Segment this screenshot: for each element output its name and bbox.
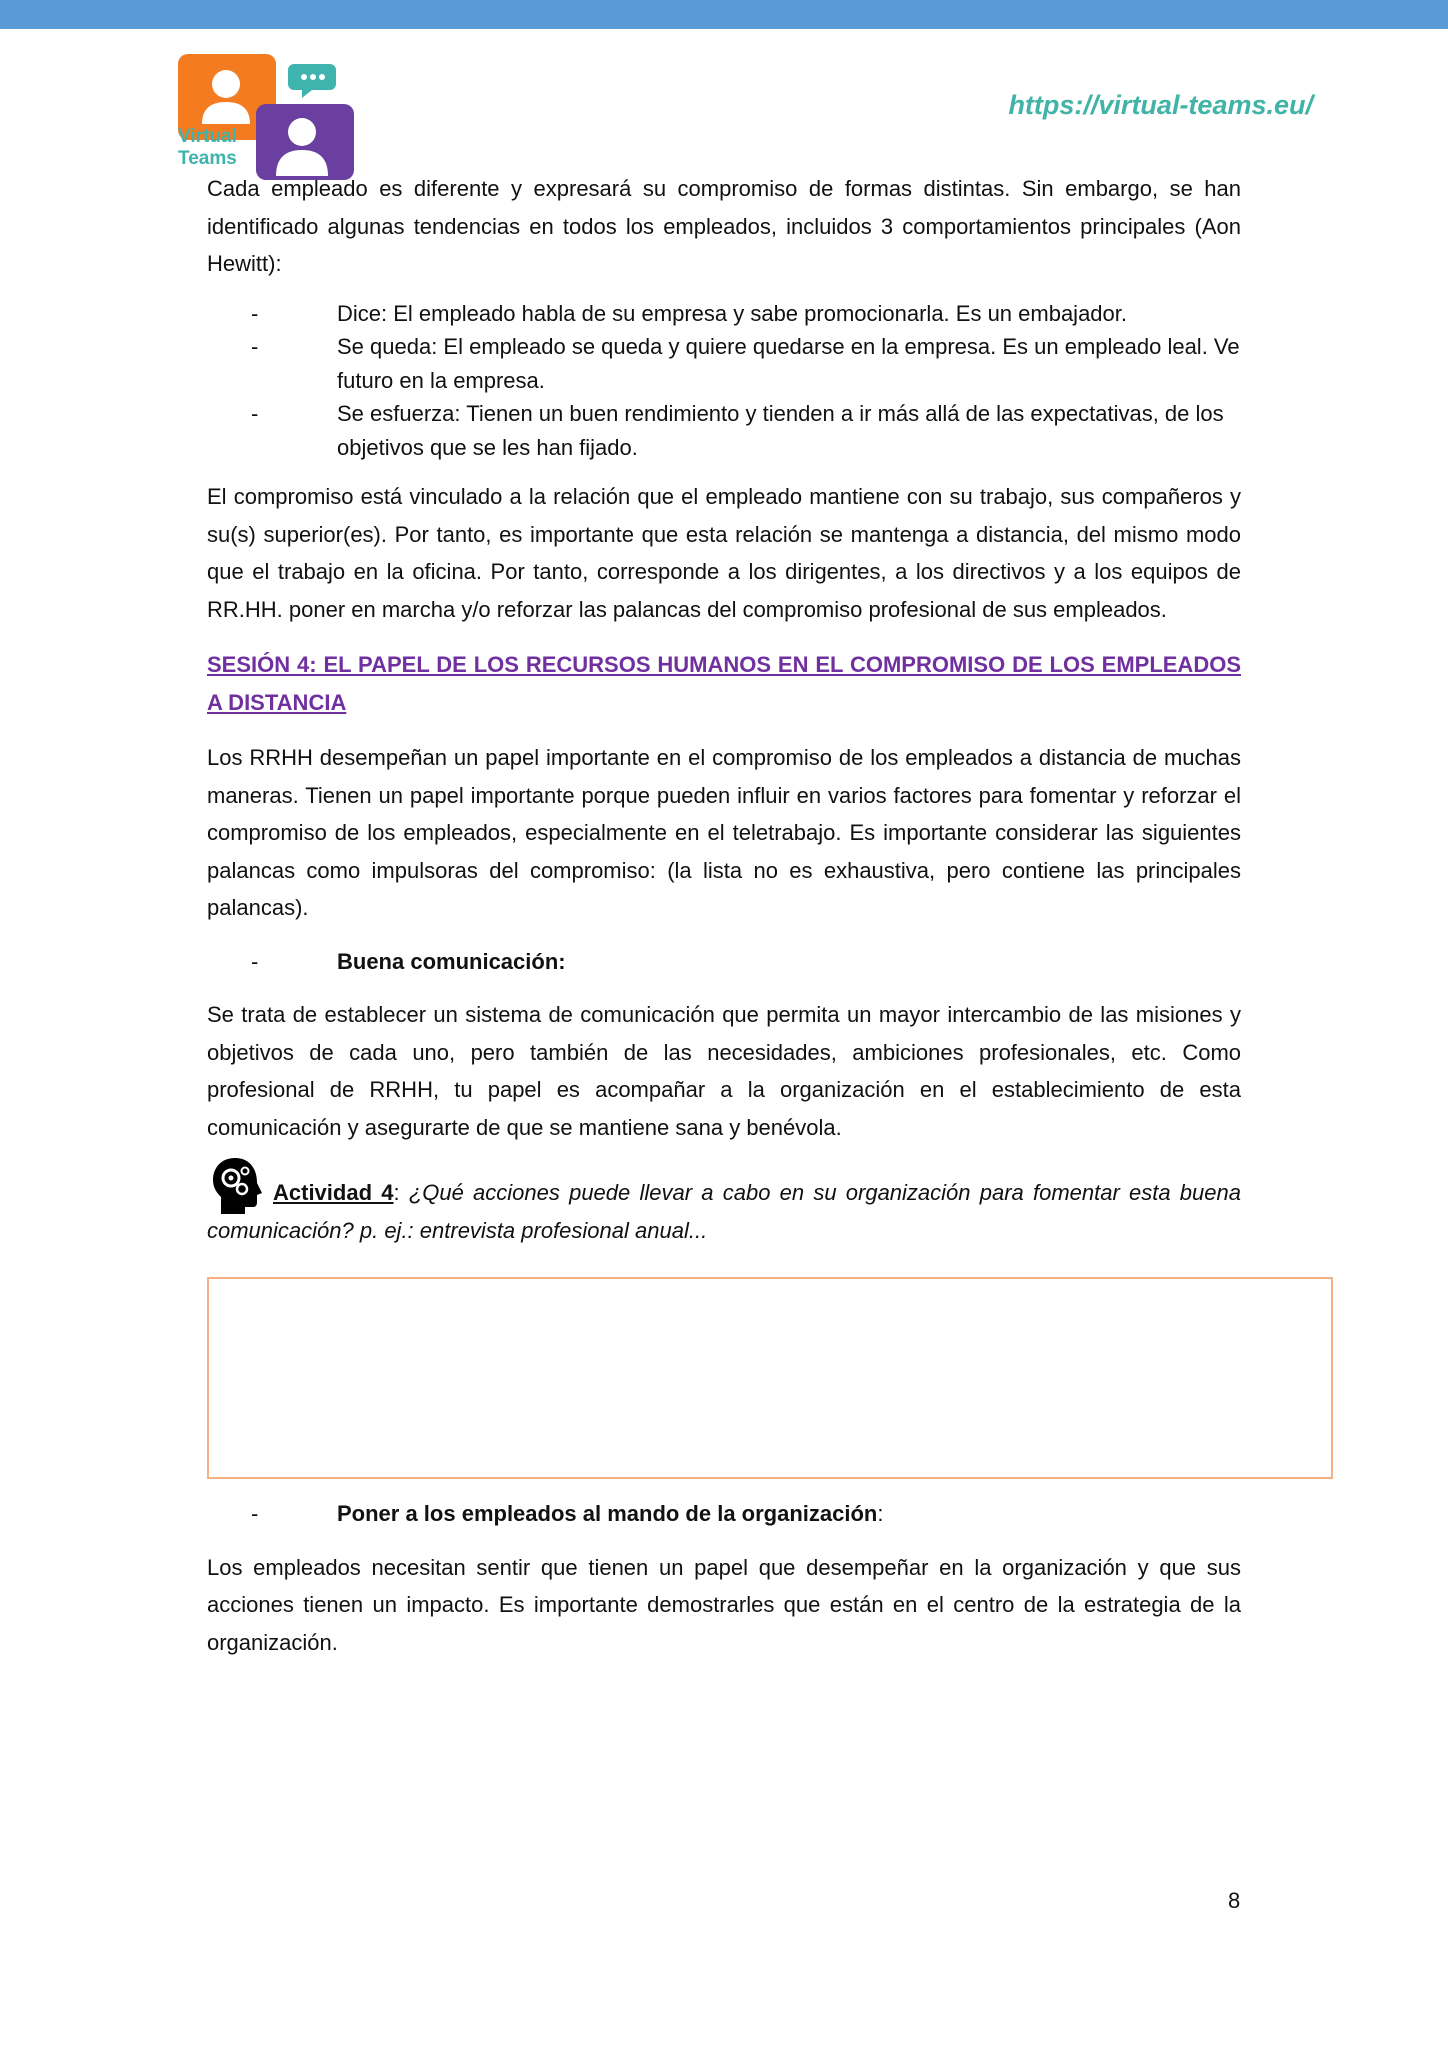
session-heading: SESIÓN 4: EL PAPEL DE LOS RECURSOS HUMANOS EN EL COMPROMISO DE LOS EMPLEADOS A DISTANCIA — [207, 652, 1241, 715]
engagement-paragraph: El compromiso está vinculado a la relación que el empleado mantiene con su trabajo, sus compañeros y su(s) superior(es). Por tanto, es importante que esta relación se mantenga a distancia, del mismo modo que el trabajo en la oficina. Por tanto, corresponde a los dirigentes, a los directivos y a los equipos de RR.HH. poner en marcha y/o reforzar las palancas del compromiso profesional de sus empleados. — [207, 484, 1241, 622]
list-item — [207, 397, 1241, 464]
head-gears-icon — [211, 1156, 265, 1216]
activity-separator: : — [393, 1180, 409, 1205]
document-body — [207, 170, 1241, 1661]
list-item-text: Se esfuerza: Tienen un buen rendimiento y tienden a ir más allá de las expectativas, de los objetivos que se les han fijado. — [337, 401, 1224, 460]
list-item — [207, 297, 1241, 331]
communication-paragraph: Se trata de establecer un sistema de comunicación que permita un mayor intercambio de las misiones y objetivos de cada uno, pero también de las necesidades, ambiciones profesionales, etc. Como profesional de RRHH, tu papel es acompañar a la organización en el establecimiento de esta comunicación y asegurarte de que se mantiene sana y benévola. — [207, 1002, 1241, 1140]
answer-box[interactable] — [207, 1277, 1333, 1479]
lever-good-communication — [207, 943, 1241, 981]
list-item — [207, 330, 1241, 397]
lever-title: Buena comunicación: — [337, 948, 566, 974]
list-dash: - — [251, 334, 259, 359]
list-dash: - — [251, 1501, 259, 1526]
logo-text-line2: Teams — [178, 148, 237, 169]
lever-title: Poner a los empleados al mando de la organización — [337, 1501, 878, 1526]
list-dash: - — [251, 300, 259, 326]
page-number: 8 — [1228, 1888, 1241, 1913]
list-item-text: Se queda: El empleado se queda y quiere quedarse en la empresa. Es un empleado leal. Ve futuro en la empresa. — [337, 334, 1240, 393]
logo-text — [178, 126, 237, 170]
activity-block — [207, 1174, 1241, 1249]
list-dash: - — [251, 401, 259, 426]
logo-text-line1: Virtual — [178, 126, 237, 147]
rrhh-paragraph: Los RRHH desempeñan un papel importante en el compromiso de los empleados a distancia de muchas maneras. Tienen un papel importante porque pueden influir en varios factores para fomentar y reforzar el compromiso de los empleados, especialmente en el teletrabajo. Es importante considerar las siguientes palancas como impulsoras del compromiso: (la lista no es exhaustiva, pero contiene las principales palancas). — [207, 745, 1241, 920]
lever-colon: : — [877, 1501, 884, 1526]
list-item-text: Dice: El empleado habla de su empresa y sabe promocionarla. Es un embajador. — [337, 300, 1128, 326]
intro-paragraph: Cada empleado es diferente y expresará su compromiso de formas distintas. Sin embargo, se han identificado algunas tendencias en todos los empleados, incluidos 3 comportamientos principales (Aon Hewitt): — [207, 176, 1241, 276]
activity-label: Actividad 4 — [273, 1180, 394, 1205]
top-color-bar — [0, 0, 1448, 29]
site-url-link[interactable]: https://virtual-teams.eu/ — [1008, 90, 1313, 120]
activity-question: ¿Qué acciones puede llevar a cabo en su organización para fomentar esta buena comunicación? p. ej.: entrevista profesional anual... — [207, 1180, 1241, 1243]
lever-employees-in-charge — [207, 1495, 1241, 1533]
behaviors-list — [207, 297, 1241, 465]
employees-paragraph: Los empleados necesitan sentir que tienen un papel que desempeñar en la organización y que sus acciones tienen un impacto. Es importante demostrarles que están en el centro de la estrategia de la organización. — [207, 1554, 1241, 1655]
list-dash: - — [251, 948, 259, 974]
